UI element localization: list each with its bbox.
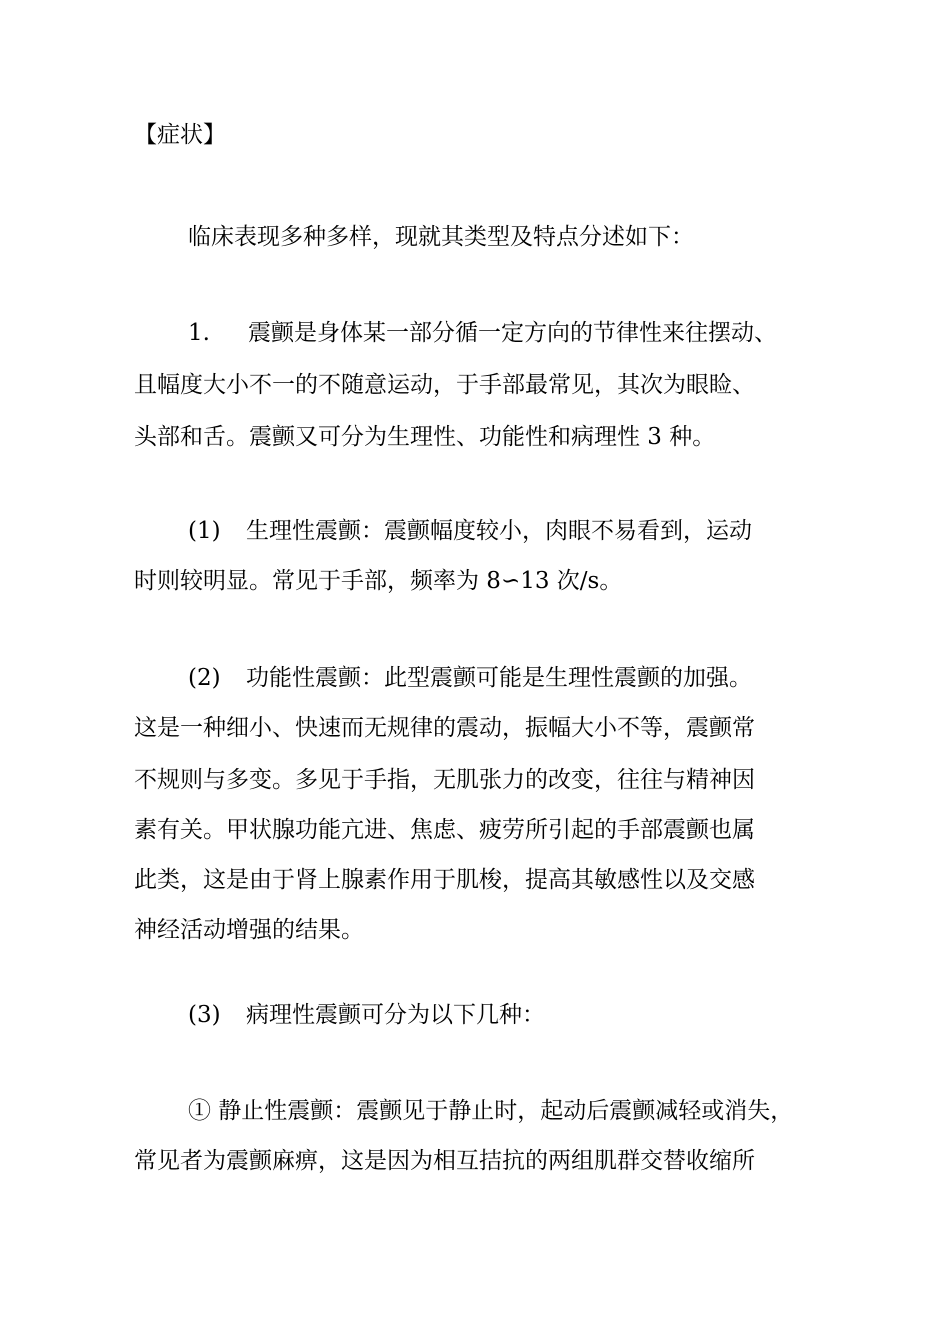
sub1-first-line [188,516,752,546]
item1-line: 头部和舌。震颤又可分为生理性、功能性和病理性 3 种。 [134,424,716,450]
sub2-line: 此类，这是由于肾上腺素作用于肌梭，提高其敏感性以及交感 [134,867,755,893]
sub2-first-line [188,663,752,693]
sub3-first-line [188,1000,545,1030]
sub2-line: 功能性震颤：此型震颤可能是生理性震颤的加强。 [246,665,752,691]
sub2-line: 这是一种细小、快速而无规律的震动，振幅大小不等，震颤常 [134,715,755,741]
sub2-line: 素有关。甲状腺功能亢进、焦虑、疲劳所引起的手部震颤也属 [134,817,755,843]
sub1-number: (1) [188,518,221,544]
item1-number: 1. [188,320,210,346]
section-heading: 【症状】 [134,122,226,148]
intro-paragraph: 临床表现多种多样，现就其类型及特点分述如下： [188,224,694,250]
item1-line: 震颤是身体某一部分循一定方向的节律性来往摆动、 [248,320,777,346]
sub1-line: 生理性震颤：震颤幅度较小，肉眼不易看到，运动 [246,518,752,544]
sub2-line: 神经活动增强的结果。 [134,917,364,943]
sub1-line: 时则较明显。常见于手部，频率为 8∽13 次/s。 [134,568,623,594]
sub2-line: 不规则与多变。多见于手指，无肌张力的改变，往往与精神因 [134,767,755,793]
item1-line: 且幅度大小不一的不随意运动，于手部最常见，其次为眼睑、 [134,372,755,398]
item1-first-line [188,318,777,348]
point1-line: ① 静止性震颤：震颤见于静止时，起动后震颤减轻或消失， [188,1098,794,1124]
point1-line: 常见者为震颤麻痹，这是因为相互拮抗的两组肌群交替收缩所 [134,1148,755,1174]
sub3-line: 病理性震颤可分为以下几种： [246,1002,545,1028]
sub3-number: (3) [188,1002,221,1028]
sub2-number: (2) [188,665,221,691]
